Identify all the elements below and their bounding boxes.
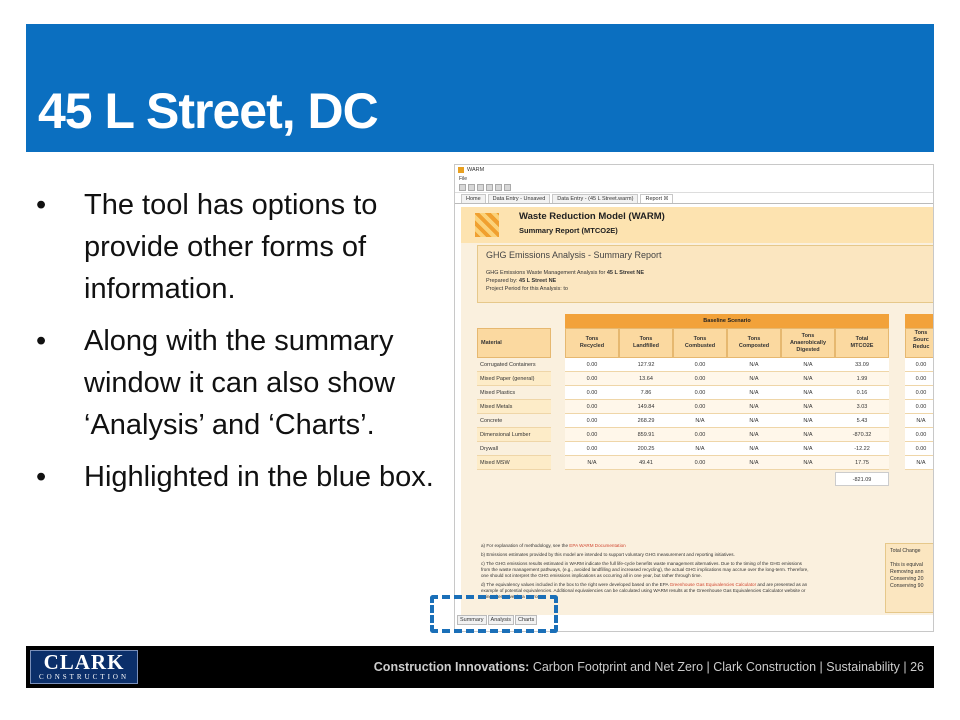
bullet-text: The tool has options to provide other forms of information. <box>84 189 378 305</box>
summary-analysis-line: GHG Emissions Waste Management Analysis for 45 L Street NE <box>486 270 645 276</box>
table-cell: 200.25 <box>619 442 673 456</box>
editor-tabs <box>455 193 933 204</box>
table-cell: 0.00 <box>565 358 619 372</box>
table-cell-source: 0.00 <box>905 442 934 456</box>
note-a: a) For explanation of methodology, see the EPA WARM Documentation <box>481 543 626 548</box>
window-titlebar <box>455 165 933 175</box>
col-total: Total MTCO2E <box>835 328 889 358</box>
equiv-line: Conserving 20 <box>890 576 924 582</box>
table-cell: N/A <box>565 456 619 470</box>
table-cell: 0.00 <box>565 372 619 386</box>
equiv-line: Removing ann <box>890 569 924 575</box>
table-cell: -870.32 <box>835 428 889 442</box>
table-cell: N/A <box>781 358 835 372</box>
report-title: Waste Reduction Model (WARM) <box>519 211 665 222</box>
table-cell: N/A <box>781 456 835 470</box>
table-cell: N/A <box>727 372 781 386</box>
table-row-material: Drywall <box>477 442 551 456</box>
note-b: b) Emissions estimates provided by this model are intended to support voluntary GHG measurement and reporting initiatives. <box>481 552 735 557</box>
table-cell: 33.09 <box>835 358 889 372</box>
source-reduction-header-bar <box>905 314 934 328</box>
col-combusted: Tons Combusted <box>673 328 727 358</box>
equiv-line: Conserving 90 <box>890 583 924 589</box>
clark-logo <box>30 650 138 684</box>
table-cell: N/A <box>727 400 781 414</box>
baseline-header: Baseline Scenario <box>565 314 889 328</box>
table-row-material: Corrugated Containers <box>477 358 551 372</box>
table-cell: N/A <box>727 428 781 442</box>
tab-data-entry-45l[interactable]: Data Entry - (45 L Street.warm) <box>552 194 638 203</box>
bullet-dot: • <box>36 189 47 221</box>
export-icon[interactable] <box>504 184 511 191</box>
new-icon[interactable] <box>459 184 466 191</box>
table-cell: 1.99 <box>835 372 889 386</box>
table-cell: 5.43 <box>835 414 889 428</box>
col-composted: Tons Composted <box>727 328 781 358</box>
table-cell-source: 0.00 <box>905 372 934 386</box>
report-subtitle: Summary Report (MTCO2E) <box>519 226 618 235</box>
bullet-dot: • <box>36 325 47 357</box>
equivalencies-link[interactable]: Greenhouse Gas Equivalencies Calculator <box>669 582 757 587</box>
table-cell: N/A <box>727 358 781 372</box>
tab-home[interactable]: Home <box>461 194 486 203</box>
table-cell: 859.91 <box>619 428 673 442</box>
table-cell: 149.84 <box>619 400 673 414</box>
table-cell: N/A <box>781 372 835 386</box>
table-cell-source: 0.00 <box>905 358 934 372</box>
tab-data-entry-unsaved[interactable]: Data Entry - Unsaved <box>488 194 551 203</box>
col-source-reduced: Tons Sourc Reduc <box>905 328 934 358</box>
equiv-title: Total Change <box>890 548 921 554</box>
table-cell: N/A <box>673 414 727 428</box>
bullet-list <box>36 184 446 508</box>
summary-period-line: Project Period for this Analysis: to <box>486 286 568 292</box>
table-cell: 13.64 <box>619 372 673 386</box>
blue-highlight-box <box>430 595 558 633</box>
col-digested: Tons Anaerobically Digested <box>781 328 835 358</box>
tab-analysis[interactable]: Analysis <box>488 615 514 625</box>
bullet-text: Along with the summary window it can also show ‘Analysis’ and ‘Charts’. <box>84 325 396 441</box>
table-cell: N/A <box>673 442 727 456</box>
col-recycled: Tons Recycled <box>565 328 619 358</box>
table-cell: N/A <box>781 442 835 456</box>
bullet-text: Highlighted in the blue box. <box>84 461 434 493</box>
bullet-item <box>36 184 446 310</box>
menu-file[interactable]: File <box>459 176 468 182</box>
warm-app-icon <box>458 167 464 173</box>
summary-prepared-line: Prepared by: 45 L Street NE <box>486 278 557 284</box>
footer-rest: Carbon Footprint and Net Zero | Clark Construction | Sustainability | 26 <box>529 660 924 674</box>
table-cell: 127.92 <box>619 358 673 372</box>
table-cell-source: N/A <box>905 456 934 470</box>
grand-total-cell: -821.09 <box>835 472 889 486</box>
clark-logo-tagline: CONSTRUCTION <box>38 673 130 681</box>
table-row-material: Concrete <box>477 414 551 428</box>
table-cell: N/A <box>781 428 835 442</box>
table-cell-source: 0.00 <box>905 386 934 400</box>
table-cell: 0.00 <box>673 386 727 400</box>
table-cell: N/A <box>781 400 835 414</box>
table-cell: N/A <box>727 414 781 428</box>
epa-doc-link[interactable]: EPA WARM Documentation <box>569 543 626 548</box>
footer-text <box>374 660 924 674</box>
table-cell: N/A <box>781 414 835 428</box>
table-cell-source: 0.00 <box>905 428 934 442</box>
table-cell: 0.00 <box>565 400 619 414</box>
footer-bar <box>26 646 934 688</box>
bullet-item <box>36 456 446 498</box>
table-cell: 3.03 <box>835 400 889 414</box>
table-row-material: Dimensional Lumber <box>477 428 551 442</box>
table-cell: 0.00 <box>673 428 727 442</box>
table-cell-source: N/A <box>905 414 934 428</box>
table-row-material: Mixed Paper (general) <box>477 372 551 386</box>
note-d: d) The equivalency values included in the box to the right were developed based on the EPA Greenhouse Gas Equivalencies Calculator and are presented as an example of potential equivalencies. Additional equivalencies can be calculated using WARM results at the Greenhouse Gas Equivalencies Calculator website or using alternative data sources. <box>481 582 808 599</box>
window-title: WARM <box>467 167 485 173</box>
table-cell: 0.00 <box>565 386 619 400</box>
table-cell: 0.00 <box>673 358 727 372</box>
tab-charts[interactable]: Charts <box>515 615 537 625</box>
table-row-material: Mixed Plastics <box>477 386 551 400</box>
summary-box <box>477 245 934 303</box>
table-row-material: Mixed Metals <box>477 400 551 414</box>
table-cell: 7.86 <box>619 386 673 400</box>
warm-logo-icon <box>475 213 499 237</box>
table-cell: -12.22 <box>835 442 889 456</box>
toolbar <box>455 183 933 193</box>
table-cell: N/A <box>727 442 781 456</box>
tab-summary[interactable]: Summary <box>457 615 487 625</box>
open-icon[interactable] <box>468 184 475 191</box>
save-all-icon[interactable] <box>486 184 493 191</box>
table-cell: 0.16 <box>835 386 889 400</box>
print-icon[interactable] <box>495 184 502 191</box>
table-cell: 0.00 <box>673 372 727 386</box>
equiv-line: This is equival <box>890 562 923 568</box>
table-cell: 0.00 <box>673 456 727 470</box>
report-pane <box>461 207 934 615</box>
table-row-material: Mixed MSW <box>477 456 551 470</box>
table-cell: 49.41 <box>619 456 673 470</box>
bullet-item <box>36 320 446 446</box>
table-cell: N/A <box>781 386 835 400</box>
footer-bold: Construction Innovations: <box>373 660 530 674</box>
col-landfilled: Tons Landfilled <box>619 328 673 358</box>
table-cell: N/A <box>727 456 781 470</box>
table-cell: 0.00 <box>565 442 619 456</box>
table-cell: 0.00 <box>565 428 619 442</box>
summary-title: GHG Emissions Analysis - Summary Report <box>486 250 662 260</box>
tab-report[interactable]: Report ☒ <box>640 194 673 203</box>
bullet-dot: • <box>36 461 47 493</box>
slide-title: 45 L Street, DC <box>38 83 378 139</box>
equivalency-box <box>885 543 934 613</box>
save-icon[interactable] <box>477 184 484 191</box>
table-cell: 0.00 <box>565 414 619 428</box>
table-cell: N/A <box>727 386 781 400</box>
clark-logo-wordmark: CLARK <box>43 650 125 674</box>
report-header <box>461 207 934 243</box>
material-header: Material <box>477 328 551 358</box>
note-c: c) The GHG emissions results estimated in WARM indicate the full life-cycle benefits waste management alternatives. Due to the timing of the GHG emissions from the waste management pathways, (e.g., avoided landfilling and increased recycling), the actual GHG implications may accrue over the long-term. Therefore, one should not interpret the GHG emissions implications as occurring all in one year, but rather through time. <box>481 561 809 578</box>
warm-screenshot <box>454 164 934 632</box>
title-bar <box>26 24 934 152</box>
table-cell: 17.75 <box>835 456 889 470</box>
table-cell: 0.00 <box>673 400 727 414</box>
report-notes <box>481 543 811 603</box>
table-cell-source: 0.00 <box>905 400 934 414</box>
table-cell: 268.29 <box>619 414 673 428</box>
